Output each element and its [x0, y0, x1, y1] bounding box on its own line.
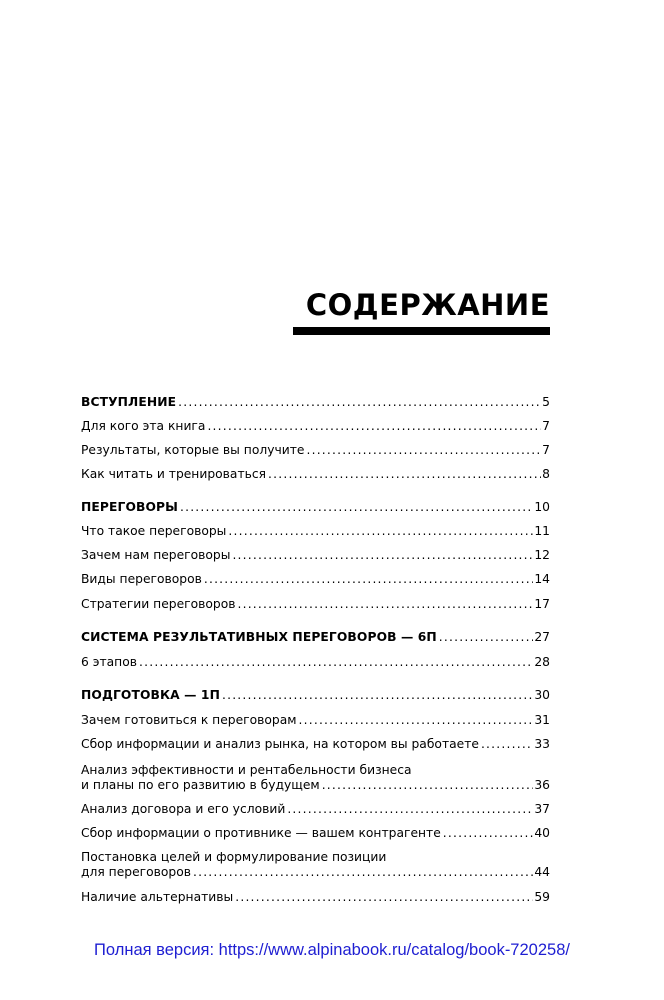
- page-title: СОДЕРЖАНИЕ: [305, 288, 550, 322]
- toc-entry-page: 5: [542, 395, 550, 409]
- toc-entry-page: 12: [534, 548, 550, 562]
- toc-entry-title: Что такое переговоры: [81, 524, 227, 538]
- toc-leader-dots: [306, 443, 541, 458]
- toc-entry[interactable]: [81, 548, 550, 563]
- toc-entry-title: ВСТУПЛЕНИЕ: [81, 395, 177, 409]
- toc-leader-dots: [178, 395, 541, 410]
- toc-entry-page: 33: [534, 737, 550, 751]
- toc-entry-title: Сбор информации и анализ рынка, на котором вы работаете: [81, 737, 479, 751]
- toc-entry[interactable]: [81, 802, 550, 817]
- toc-entry-page: 7: [542, 443, 550, 457]
- toc-entry-title: ПОДГОТОВКА — 1П: [81, 688, 220, 702]
- toc-entry[interactable]: [81, 763, 550, 793]
- toc-entry-title: Виды переговоров: [81, 572, 202, 586]
- toc-leader-dots: [232, 548, 533, 563]
- toc-leader-dots: [204, 572, 533, 587]
- toc-leader-dots: [193, 865, 533, 880]
- toc-entry[interactable]: [81, 597, 550, 612]
- toc-entry-title: ПЕРЕГОВОРЫ: [81, 500, 178, 514]
- toc-entry-page: 36: [534, 778, 550, 792]
- toc-entry[interactable]: [81, 467, 550, 482]
- toc-leader-dots: [268, 467, 541, 482]
- toc-leader-dots: [235, 890, 533, 905]
- toc-leader-dots: [439, 630, 534, 645]
- toc-entry-title: СИСТЕМА РЕЗУЛЬТАТИВНЫХ ПЕРЕГОВОРОВ — 6П: [81, 630, 437, 644]
- toc-entry-title: Результаты, которые вы получите: [81, 443, 305, 457]
- toc-entry-page: 44: [534, 865, 550, 879]
- toc-entry-page: 11: [534, 524, 550, 538]
- toc-entry[interactable]: [81, 443, 550, 458]
- toc-entry[interactable]: [81, 655, 550, 670]
- toc-entry-title: Для кого эта книга: [81, 419, 206, 433]
- toc-leader-dots: [139, 655, 533, 670]
- toc-entry-page: 17: [534, 597, 550, 611]
- toc-entry-title: для переговоров: [81, 865, 191, 879]
- toc-entry-title: Наличие альтернативы: [81, 890, 234, 904]
- toc-entry[interactable]: [81, 395, 550, 410]
- toc-leader-dots: [207, 419, 541, 434]
- toc-entry-page: 59: [534, 890, 550, 904]
- toc-entry[interactable]: [81, 890, 550, 905]
- toc-entry-title-line1: Анализ эффективности и рентабельности бизнеса: [81, 763, 412, 777]
- toc-entry[interactable]: [81, 419, 550, 434]
- toc-entry[interactable]: [81, 850, 550, 880]
- toc-entry-title: Зачем нам переговоры: [81, 548, 231, 562]
- toc-entry-page: 31: [534, 713, 550, 727]
- full-version-link[interactable]: Полная версия: https://www.alpinabook.ru/catalog/book-720258/: [94, 941, 570, 959]
- toc-leader-dots: [237, 597, 533, 612]
- toc-entry[interactable]: [81, 630, 550, 645]
- toc-leader-dots: [287, 802, 533, 817]
- toc-entry-page: 14: [534, 572, 550, 586]
- toc-entry-page: 10: [534, 500, 550, 514]
- toc-entry-page: 27: [534, 630, 550, 644]
- toc-leader-dots: [443, 826, 534, 841]
- toc-entry[interactable]: [81, 826, 550, 841]
- toc-entry-page: 37: [534, 802, 550, 816]
- toc-entry-page: 7: [542, 419, 550, 433]
- toc-leader-dots: [228, 524, 533, 539]
- toc-leader-dots: [299, 713, 534, 728]
- toc-entry-title: и планы по его развитию в будущем: [81, 778, 320, 792]
- toc-entry-title: Стратегии переговоров: [81, 597, 236, 611]
- toc-leader-dots: [180, 500, 533, 515]
- toc-entry[interactable]: [81, 500, 550, 515]
- title-underline: [293, 327, 550, 335]
- toc-entry-title: 6 этапов: [81, 655, 137, 669]
- toc-entry-page: 40: [534, 826, 550, 840]
- toc-entry[interactable]: [81, 688, 550, 703]
- toc-entry-page: 30: [534, 688, 550, 702]
- toc-leader-dots: [481, 737, 533, 752]
- toc-entry[interactable]: [81, 572, 550, 587]
- toc-entry[interactable]: [81, 713, 550, 728]
- toc-entry-page: 28: [534, 655, 550, 669]
- toc-entry[interactable]: [81, 737, 550, 752]
- toc-entry-title: Сбор информации о противнике — вашем контрагенте: [81, 826, 441, 840]
- toc-entry-title-line1: Постановка целей и формулирование позиции: [81, 850, 387, 864]
- toc-entry-title: Зачем готовиться к переговорам: [81, 713, 297, 727]
- toc-entry-title: Анализ договора и его условий: [81, 802, 286, 816]
- toc-entry-title: Как читать и тренироваться: [81, 467, 267, 481]
- toc-entry-page: 8: [542, 467, 550, 481]
- toc-leader-dots: [322, 778, 534, 793]
- toc-entry[interactable]: [81, 524, 550, 539]
- toc-leader-dots: [222, 688, 533, 703]
